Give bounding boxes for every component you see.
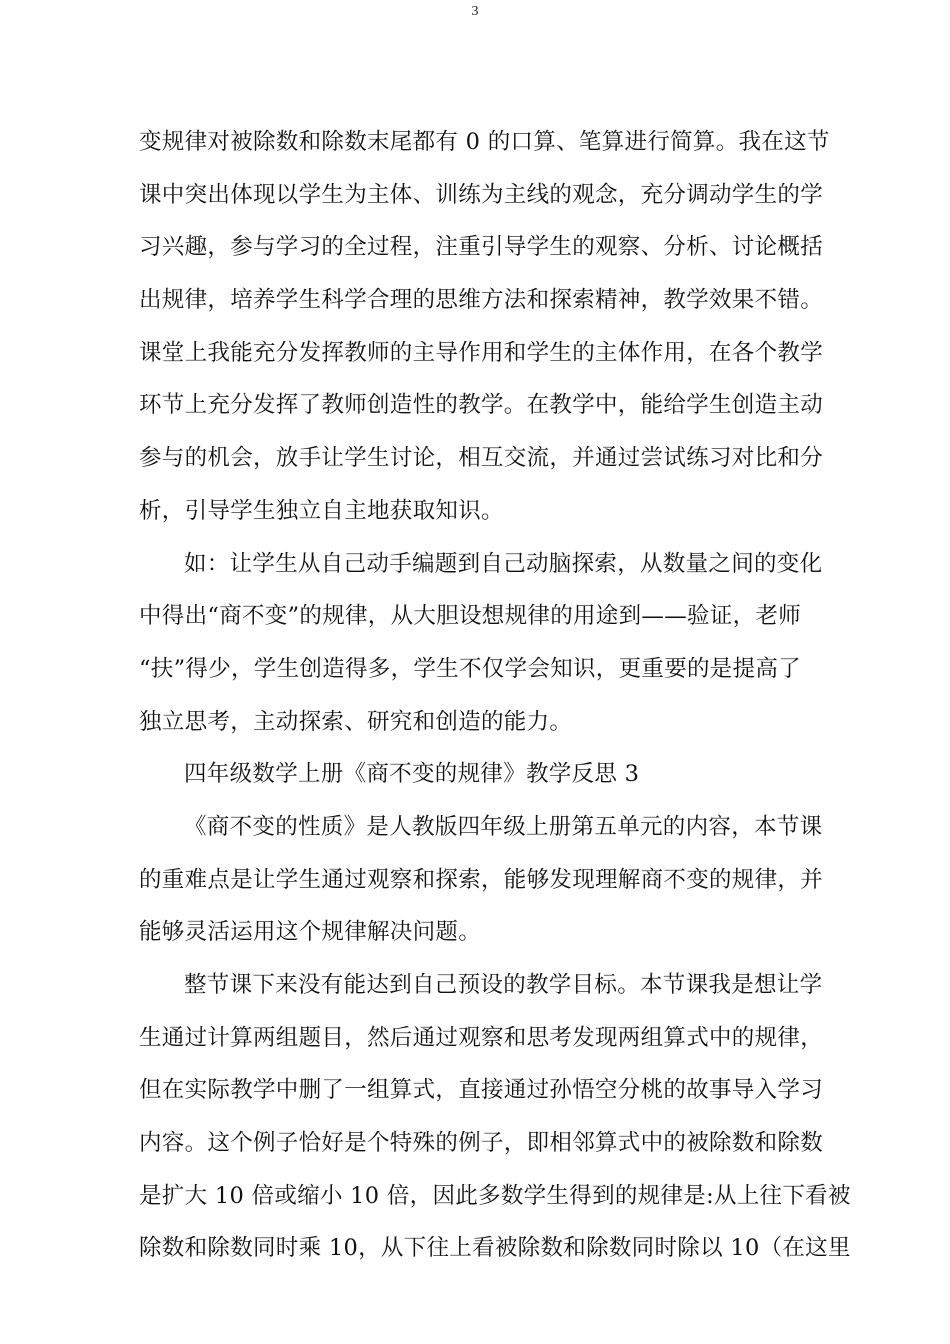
- text-line: 生通过计算两组题目，然后通过观察和思考发现两组算式中的规律，: [139, 1024, 824, 1051]
- text-line: 环节上充分发挥了教师创造性的教学。在教学中，能给学生创造主动: [139, 392, 824, 419]
- text-line: 能够灵活运用这个规律解决问题。: [139, 919, 482, 946]
- text-line: 但在实际教学中删了一组算式，直接通过孙悟空分桃的故事导入学习: [139, 1077, 824, 1104]
- page-number: 3: [471, 4, 479, 19]
- text-line: 课堂上我能充分发挥教师的主导作用和学生的主体作用，在各个教学: [139, 339, 824, 366]
- text-line: 中得出“商不变”的规律，从大胆设想规律的用途到——验证，老师: [139, 603, 802, 630]
- text-line: 除数和除数同时乘 10，从下往上看被除数和除数同时除以 10（在这里: [139, 1235, 851, 1262]
- section-heading: 四年级数学上册《商不变的规律》教学反思 3: [184, 761, 640, 788]
- text-line: 习兴趣，参与学习的全过程，注重引导学生的观察、分析、讨论概括: [139, 234, 824, 261]
- text-line: 参与的机会，放手让学生讨论，相互交流，并通过尝试练习对比和分: [139, 445, 824, 472]
- text-line: 内容。这个例子恰好是个特殊的例子，即相邻算式中的被除数和除数: [139, 1130, 824, 1157]
- text-line: “扶”得少，学生创造得多，学生不仅学会知识，更重要的是提高了: [139, 655, 802, 682]
- text-line: 整节课下来没有能达到自己预设的教学目标。本节课我是想让学: [184, 972, 823, 998]
- text-line: 变规律对被除数和除数末尾都有 0 的口算、笔算进行简算。我在这节: [139, 129, 830, 155]
- text-line: 如：让学生从自己动手编题到自己动脑探索，从数量之间的变化: [184, 550, 823, 577]
- text-line: 出规律，培养学生科学合理的思维方法和探索精神，教学效果不错。: [139, 287, 824, 314]
- text-line: 析，引导学生独立自主地获取知识。: [139, 497, 504, 524]
- text-line: 《商不变的性质》是人教版四年级上册第五单元的内容，本节课: [184, 813, 823, 840]
- document-body: [139, 124, 851, 1283]
- text-line: 是扩大 10 倍或缩小 10 倍，因此多数学生得到的规律是:从上往下看被: [139, 1182, 851, 1209]
- text-line: 独立思考，主动探索、研究和创造的能力。: [139, 708, 573, 735]
- text-line: 课中突出体现以学生为主体、训练为主线的观念，充分调动学生的学: [139, 181, 824, 208]
- text-line: 的重难点是让学生通过观察和探索，能够发现理解商不变的规律，并: [139, 866, 824, 893]
